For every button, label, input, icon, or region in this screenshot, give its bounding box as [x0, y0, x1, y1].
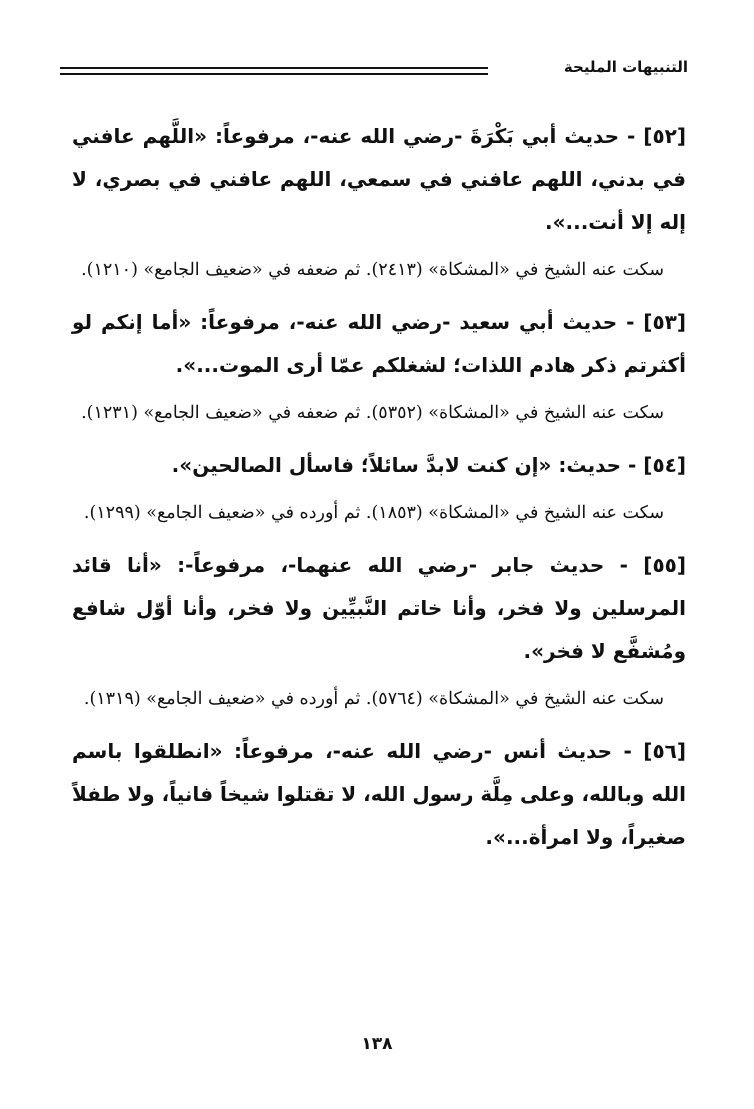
grading-note: سكت عنه الشيخ في «المشكاة» (٢٤١٣). ثم ضعفه في «ضعيف الجامع» (١٢١٠).: [81, 260, 664, 280]
grading-note: سكت عنه الشيخ في «المشكاة» (٥٧٦٤). ثم أورده في «ضعيف الجامع» (١٣١٩).: [83, 689, 664, 709]
hadith-entry-55: [72, 544, 686, 717]
hadith-entry-53: [72, 301, 686, 431]
hadith-text: [٥٦] - حديث أنس -رضي الله عنه-، مرفوعاً: «انطلقوا باسم الله وبالله، وعلى مِلَّة رسول الله، لا تقتلوا شيخاً فانياً، ولا طفلاً صغيراً، ولا امرأة...».: [71, 739, 686, 849]
page-header: [60, 54, 688, 84]
hadith-entry-52: [72, 115, 686, 288]
hadith-entry-56: [72, 730, 686, 859]
hadith-text: [٥٥] - حديث جابر -رضي الله عنهما-، مرفوعاً-: «أنا قائد المرسلين ولا فخر، وأنا خاتم النَّبيِّين ولا فخر، وأنا أوّل شافع ومُشفَّع لا فخر».: [72, 553, 686, 663]
running-title: التنبيهات المليحة: [563, 58, 688, 76]
grading-note: سكت عنه الشيخ في «المشكاة» (١٨٥٣). ثم أورده في «ضعيف الجامع» (١٢٩٩).: [83, 503, 664, 523]
page-number: ١٣٨: [361, 1034, 393, 1054]
hadith-entry-54: [72, 444, 686, 531]
header-rule-bottom: [60, 73, 488, 75]
hadith-text: [٥٤] - حديث: «إن كنت لابدَّ سائلاً؛ فاسأل الصالحين».: [171, 453, 686, 477]
hadith-text: [٥٢] - حديث أبي بَكْرَةَ -رضي الله عنه-، مرفوعاً: «اللَّهم عافني في بدني، اللهم عافني في سمعي، اللهم عافني في بصري، لا إله إلا أنت...».: [72, 124, 686, 234]
header-rule-top: [60, 67, 488, 69]
hadith-text: [٥٣] - حديث أبي سعيد -رضي الله عنه-، مرفوعاً: «أما إنكم لو أكثرتم ذكر هادم اللذات؛ لشغلكم عمّا أرى الموت...».: [72, 310, 686, 377]
grading-note: سكت عنه الشيخ في «المشكاة» (٥٣٥٢). ثم ضعفه في «ضعيف الجامع» (١٢٣١).: [81, 403, 664, 423]
page-body: [72, 115, 686, 859]
